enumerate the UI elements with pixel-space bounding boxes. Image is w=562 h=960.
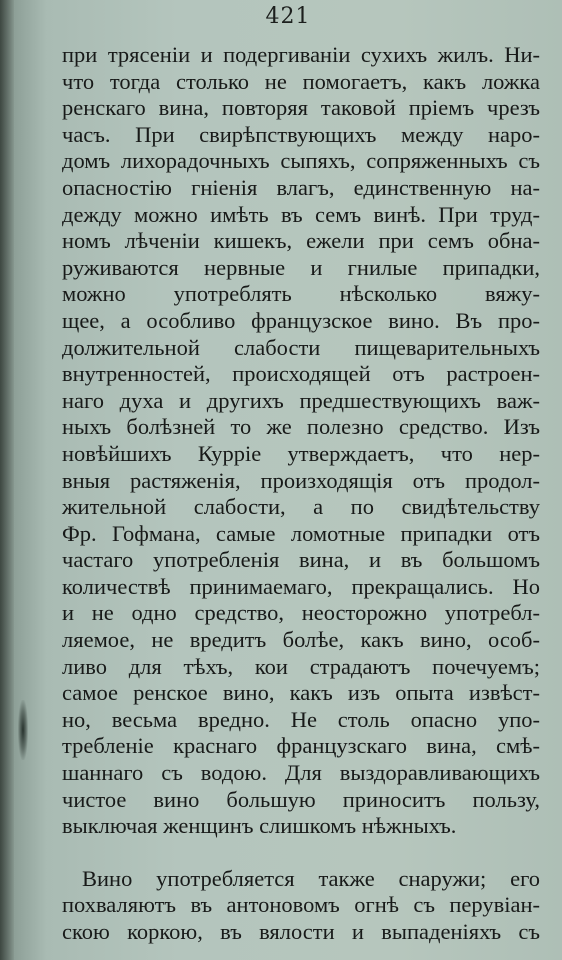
text-line: частаго употребленія вина, и въ большомъ	[62, 547, 540, 573]
text-line: жительной слабости, а по свидѣтельству	[62, 494, 540, 520]
text-line: внутренностей, происходящей отъ растроен-	[62, 361, 540, 387]
text-line: самое ренское вино, какъ изъ опыта извѣст-	[62, 680, 540, 706]
text-line: похваляютъ въ антоновомъ огнѣ съ перувіан-	[62, 892, 540, 918]
text-line: домъ лихорадочныхъ сыпяхъ, сопряженныхъ съ	[62, 148, 540, 174]
body-text	[62, 42, 540, 946]
text-line: Вино употребляется также снаружи; его	[82, 865, 540, 891]
text-line: можно употреблять нѣсколько вяжу-	[62, 281, 540, 307]
text-line: что тогда столько не помогаетъ, какъ ложка	[62, 68, 540, 94]
text-line: ливо для тѣхъ, кои страдаютъ почечуемъ;	[62, 653, 540, 679]
text-line: новѣйшихъ Курріе утверждаетъ, что нер-	[62, 440, 540, 466]
text-line: ныхъ болѣзней то же полезно средство. Изъ	[62, 414, 540, 440]
text-line: щее, а особливо французское вино. Въ про-	[62, 307, 540, 333]
text-line: скою коркою, въ вялости и выпаденіяхъ съ	[62, 919, 540, 944]
book-page	[14, 0, 562, 960]
text-line: номъ лѣченіи кишекъ, ежели при семъ обна-	[62, 228, 540, 254]
text-line: Фр. Гофмана, самые ломотные припадки отъ	[62, 520, 540, 546]
text-line: часъ. При свирѣпствующихъ между наро-	[62, 121, 540, 147]
text-line: и не одно средство, неосторожно употребл-	[62, 600, 540, 626]
text-line: количествѣ принимаемаго, прекращались. Но	[62, 573, 540, 599]
text-line: но, весьма вредно. Не столь опасно упо-	[62, 706, 540, 732]
text-line: требленіе краснаго французскаго вина, смѣ-	[62, 733, 540, 759]
text-line: дежду можно имѣть въ семъ винѣ. При труд-	[62, 201, 540, 227]
text-line: наго духа и другихъ предшествующихъ важ-	[62, 387, 540, 413]
text-line: шаннаго съ водою. Для выздоравливающихъ	[62, 760, 540, 786]
ink-stain	[18, 700, 28, 760]
text-line: выключая женщинъ слишкомъ нѣжныхъ.	[62, 813, 457, 839]
page-number: 421	[265, 4, 311, 29]
book-gutter	[0, 0, 14, 960]
text-line: опасностію гніенія влагъ, единственную на-	[62, 174, 540, 200]
text-line: вныя растяженія, произходящія отъ продол-	[62, 467, 540, 493]
paragraph-2	[62, 866, 540, 946]
text-line: ренскаго вина, повторяя таковой пріемъ чрезъ	[62, 95, 540, 121]
paragraph-1	[62, 42, 540, 840]
text-line: руживаются нервные и гнилые припадки,	[62, 254, 540, 280]
text-line: при трясеніи и подергиваніи сухихъ жилъ. Ни-	[62, 42, 540, 67]
text-line: ляемое, не вредитъ болѣе, какъ вино, особ-	[62, 627, 540, 653]
text-line: чистое вино большую приноситъ пользу,	[62, 786, 540, 812]
text-line: должительной слабости пищеварительныхъ	[62, 334, 540, 360]
